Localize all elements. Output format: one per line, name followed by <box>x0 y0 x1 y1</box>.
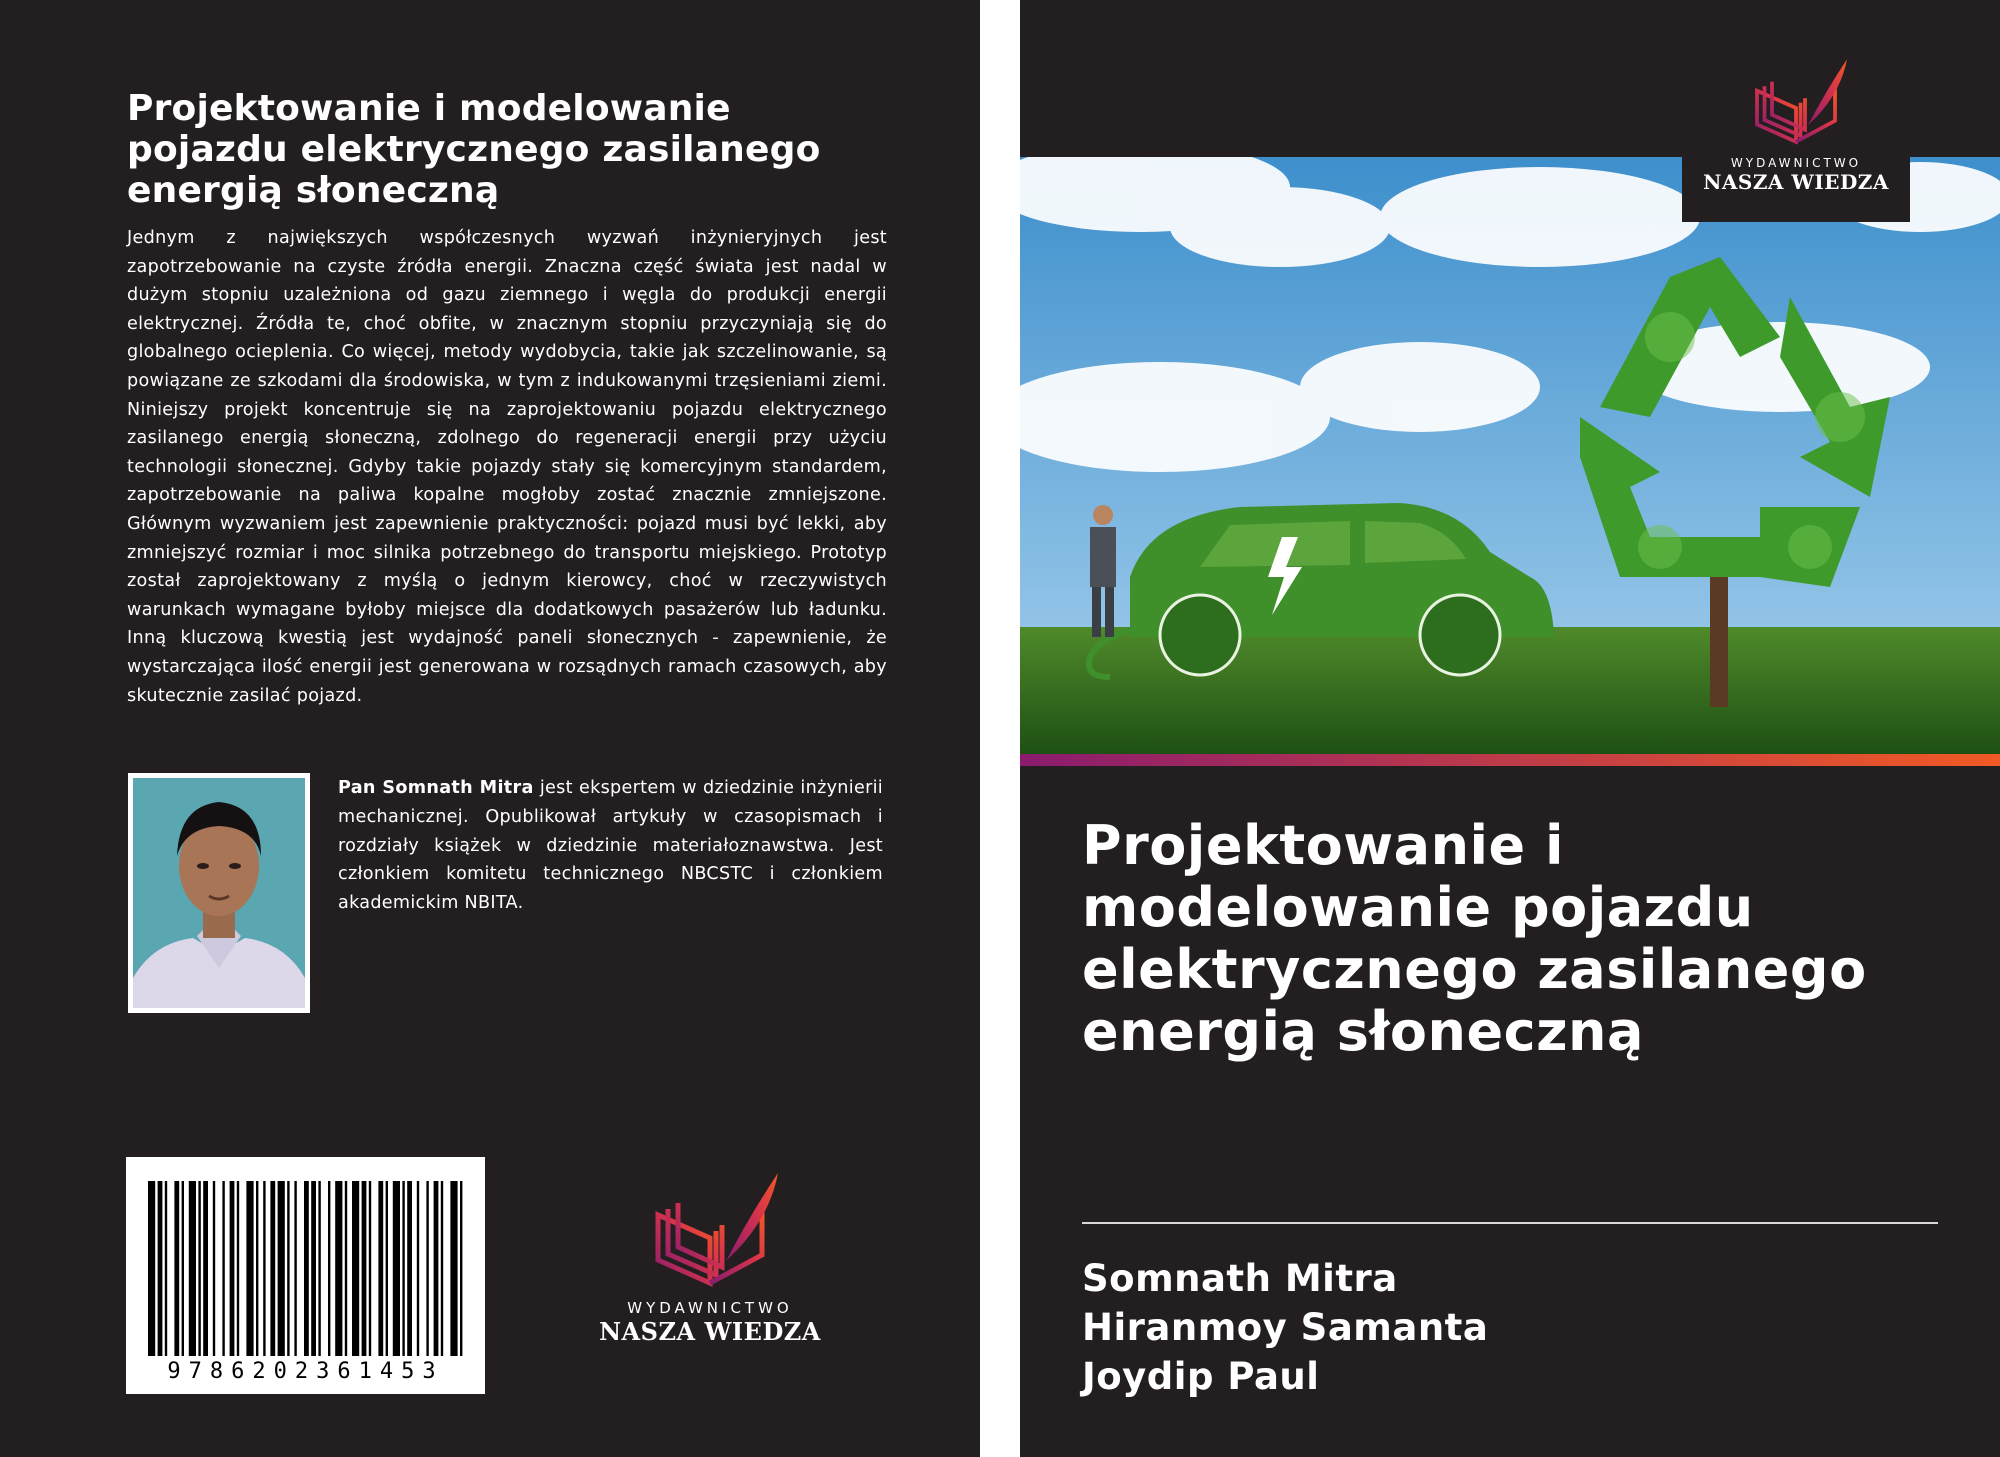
author-name: Hiranmoy Samanta <box>1082 1306 1489 1349</box>
title-divider <box>1082 1222 1938 1224</box>
publisher-book-quill-icon <box>630 1165 790 1295</box>
publisher-sub-label: WYDAWNICTWO <box>1730 156 1862 170</box>
author-bio-name: Pan Somnath Mitra <box>338 778 534 798</box>
back-publisher-logo <box>585 1165 835 1346</box>
publisher-name: NASZA WIEDZA <box>599 1317 821 1346</box>
back-cover <box>0 0 980 1457</box>
author-portrait-image <box>133 778 305 1008</box>
back-cover-blurb: Jednym z największych współczesnych wyzwań inżynieryjnych jest zapotrzebowanie na czyste źródła energii. Znaczna część świata jest nadal w dużym stopniu uzależniona od gazu ziemnego i węgla do produkcji energii elektrycznej. Źródła te, choć obfite, w znacznym stopniu przyczyniają się do globalnego ocieplenia. Co więcej, metody wydobycia, takie jak szczelinowanie, są powiązane ze szkodami dla środowiska, w tym z indukowanymi trzęsieniami ziemi. Niniejszy projekt koncentruje się na zaprojektowaniu pojazdu elektrycznego zasilanego energią słoneczną, zdolnego do regeneracji energii przy użyciu technologii słonecznej. Gdyby takie pojazdy stały się komercyjnym standardem, zapotrzebowanie na paliwa kopalne mogłoby zostać znacznie zmniejszone. Głównym wyzwaniem jest zapewnienie praktyczności: pojazd musi być lekki, aby zmniejszyć rozmiar i moc silnika potrzebnego do transportu miejskiego. Prototyp został zaprojektowany z myślą o jednym kierowcy, choć w rzeczywistych warunkach wymagane byłoby miejsce dla dodatkowych pasażerów lub ładunku. Inną kluczową kwestią jest wydajność paneli słonecznych - zapewnienie, że wystarczająca ilość energii jest generowana w rozsądnych ramach czasowych, aby skutecznie zasilać pojazd. <box>127 228 887 706</box>
author-name: Somnath Mitra <box>1082 1257 1398 1300</box>
cover-photo <box>1020 157 2000 755</box>
green-car-recycle-illustration <box>1020 157 2000 755</box>
isbn-digits: 9786202361453 <box>167 1359 444 1384</box>
publisher-name: NASZA WIEDZA <box>1703 170 1889 194</box>
author-bio-text: jest ekspertem w dziedzinie inżynierii mechanicznej. Opublikował artykuły w czasopismach i rozdziały książek w dziedzinie materiałoznawstwa. Jest członkiem komitetu technicznego NBCSTC i członkiem akademickim NBITA. <box>338 778 883 914</box>
back-cover-title: Projektowanie i modelowanie pojazdu elektrycznego zasilanego energią słoneczną <box>127 88 821 211</box>
front-cover-title: Projektowanie i modelowanie pojazdu elektrycznego zasilanego energią słoneczną <box>1082 814 1867 1063</box>
front-cover <box>1020 0 2000 1457</box>
isbn-barcode <box>126 1157 485 1394</box>
author-bio <box>338 774 883 918</box>
publisher-book-quill-icon <box>1736 52 1856 152</box>
accent-gradient-line <box>1020 754 2000 766</box>
author-photo <box>128 773 310 1013</box>
author-name: Joydip Paul <box>1082 1355 1320 1398</box>
author-list <box>1082 1254 1488 1401</box>
front-publisher-logo <box>1682 0 1910 222</box>
publisher-sub-label: WYDAWNICTWO <box>627 1299 793 1317</box>
